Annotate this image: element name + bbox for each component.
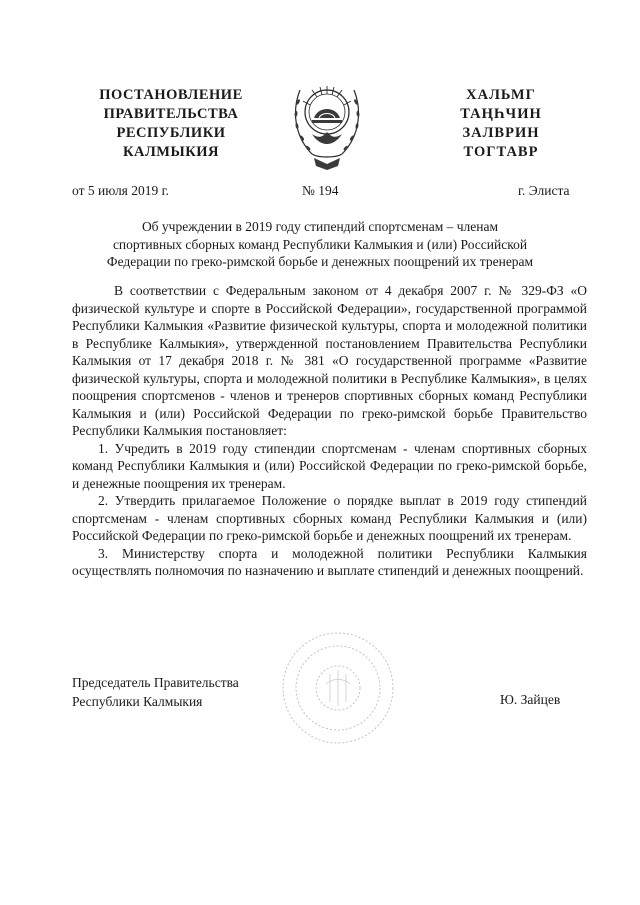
header-right-line: ХАЛЬМГ [466,87,536,103]
signatory-name: Ю. Зайцев [500,692,561,707]
header-right-line: ТОГТАВР [463,144,539,160]
document-city: г. Элиста [518,183,570,198]
kalmykia-coat-of-arms-icon [290,72,364,172]
document-date: от 5 июля 2019 г. [72,183,170,198]
document-title [90,218,550,271]
document-body [72,282,587,580]
header-left-line: КАЛМЫКИЯ [123,144,219,160]
title-line: Об учреждении в 2019 году стипендий спортсменам – членам [141,219,499,234]
title-line: Федерации по греко-римской борьбе и денежных поощрений их тренерам [106,254,534,269]
header-left-block [86,86,256,162]
signatory-title [72,673,239,711]
header-left-line: ПОСТАНОВЛЕНИЕ [99,87,243,103]
resolution-item-2: 2. Утвердить прилагаемое Положение о порядке выплат в 2019 году стипендий спортсменам - членам спортивных сборных команд Республики Калмыкия и (или) Российской Федерации по греко-римской борьбе и денежных поощрений их тренерам. [72,493,587,543]
preamble-paragraph: В соответствии с Федеральным законом от 4 декабря 2007 г. № 329-ФЗ «О физической культуре и спорте в Российской Федерации», государственной программой Республики Калмыкия «Развитие физической культуры, спорта и молодежной политики в Республике Калмыкия», утвержденной постановлением Правительства Республики Калмыкия от 17 декабря 2018 г. № 381 «О государственной программе «Развитие физической культуры, спорта и молодежной политики в Республике Калмыкия», в целях поощрения спортсменов - членов и тренеров спортивных сборных команд Республики Калмыкия и (или) Российской Федерации по греко-римской борьбе Правительство Республики Калмыкия постановляет: [72,283,587,438]
header-left-line: ПРАВИТЕЛЬСТВА [103,106,239,122]
document-number: № 194 [302,183,339,198]
header-right-line: ЗАЛВРИН [462,125,540,141]
header-left-line: РЕСПУБЛИКИ [116,125,226,141]
title-line: спортивных сборных команд Республики Калмыкия и (или) Российской [112,236,528,252]
signatory-title-line: Председатель Правительства [72,675,239,690]
header-right-block [446,86,556,162]
resolution-item-3: 3. Министерству спорта и молодежной политики Республики Калмыкия осуществлять полномочия по назначению и выплате стипендий и денежных поощрений. [72,545,587,578]
header-right-line: ТАҢҺЧИН [460,106,542,122]
resolution-item-1: 1. Учредить в 2019 году стипендии спортсменам - членам спортивных сборных команд Республики Калмыкия и (или) Российской Федерации по греко-римской борьбе, и денежные поощрения их тренерам. [72,440,587,491]
official-stamp-icon [278,628,398,748]
signatory-title-line: Республики Калмыкия [72,694,203,709]
